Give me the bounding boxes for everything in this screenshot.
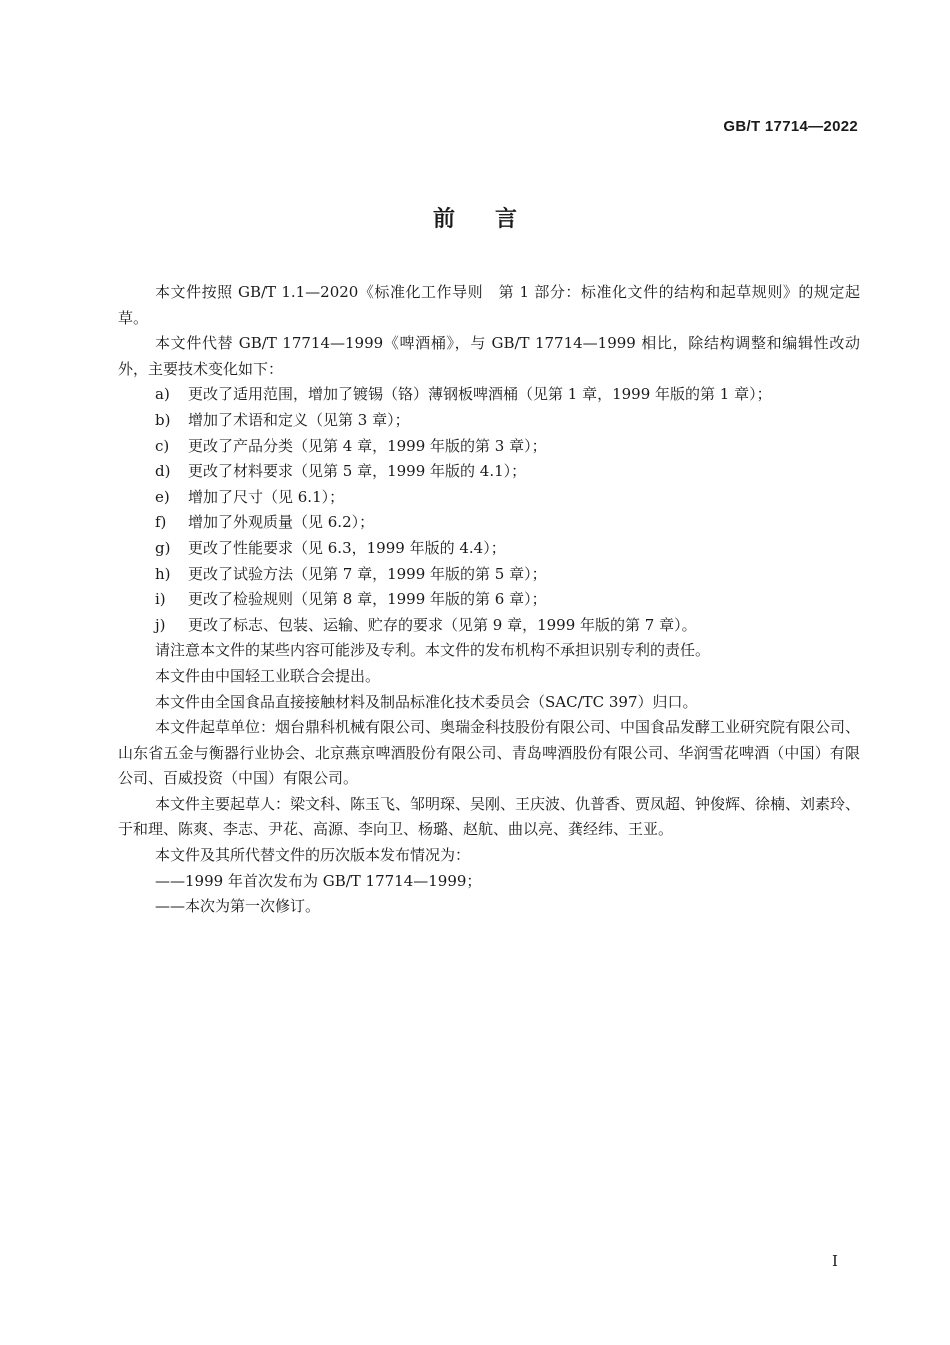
history-intro: 本文件及其所代替文件的历次版本发布情况为： — [155, 846, 471, 865]
changes-list — [118, 382, 860, 638]
list-label: e) — [155, 487, 170, 506]
list-item — [118, 613, 860, 639]
list-text: 增加了术语和定义（见第 3 章）； — [188, 410, 410, 429]
standard-number: GB/T 17714—2022 — [723, 118, 858, 135]
list-text: 更改了适用范围，增加了镀锡（铬）薄钢板啤酒桶（见第 1 章，1999 年版的第 1 章）； — [188, 385, 772, 404]
list-item — [118, 382, 860, 408]
list-text: 更改了产品分类（见第 4 章，1999 年版的第 3 章）； — [188, 436, 547, 455]
list-text: 更改了性能要求（见 6.3，1999 年版的 4.4）； — [188, 538, 506, 557]
page-number: I — [832, 1252, 838, 1270]
history-item: ——1999 年首次发布为 GB/T 17714—1999； — [155, 871, 482, 890]
foreword-body — [118, 280, 860, 920]
list-item — [118, 510, 860, 536]
list-label: c) — [155, 436, 170, 455]
list-item — [118, 485, 860, 511]
list-item — [118, 587, 860, 613]
list-label: j) — [155, 615, 166, 634]
list-item — [118, 408, 860, 434]
list-text: 更改了材料要求（见第 5 章，1999 年版的 4.1）； — [188, 462, 527, 481]
list-item — [118, 562, 860, 588]
patent-notice: 请注意本文件的某些内容可能涉及专利。本文件的发布机构不承担识别专利的责任。 — [155, 641, 711, 660]
list-label: a) — [155, 385, 170, 404]
proposer-paragraph: 本文件由中国轻工业联合会提出。 — [155, 666, 381, 685]
list-item — [118, 536, 860, 562]
list-text: 增加了外观质量（见 6.2）； — [188, 513, 375, 532]
list-label: b) — [155, 410, 171, 429]
list-item — [118, 459, 860, 485]
list-label: g) — [155, 538, 171, 557]
list-item — [118, 434, 860, 460]
list-text: 增加了尺寸（见 6.1）； — [188, 487, 345, 506]
list-text: 更改了检验规则（见第 8 章，1999 年版的第 6 章）； — [188, 590, 547, 609]
drafters-paragraph: 本文件主要起草人：梁文科、陈玉飞、邹明琛、吴刚、王庆波、仇普香、贾凤超、钟俊辉、徐楠、刘素玲、于和理、陈爽、李志、尹花、高源、李向卫、杨璐、赵航、曲以亮、龚经纬、王亚。 — [118, 794, 861, 839]
history-item: ——本次为第一次修订。 — [155, 897, 321, 916]
committee-paragraph: 本文件由全国食品直接接触材料及制品标准化技术委员会（SAC/TC 397）归口。 — [155, 692, 698, 711]
paragraph: 本文件按照 GB/T 1.1—2020《标准化工作导则 第 1 部分：标准化文件的结构和起草规则》的规定起草。 — [118, 283, 860, 327]
page-title: 前言 — [432, 207, 557, 232]
list-label: h) — [155, 564, 171, 583]
list-label: f) — [155, 513, 167, 532]
drafting-units-paragraph: 本文件起草单位：烟台鼎科机械有限公司、奥瑞金科技股份有限公司、中国食品发酵工业研究院有限公司、山东省五金与衡器行业协会、北京燕京啤酒股份有限公司、青岛啤酒股份有限公司、华润雪花啤酒（中国）有限公司、百威投资（中国）有限公司。 — [118, 718, 861, 788]
list-label: d) — [155, 462, 171, 481]
list-text: 更改了试验方法（见第 7 章，1999 年版的第 5 章）； — [188, 564, 547, 583]
paragraph: 本文件代替 GB/T 17714—1999《啤酒桶》，与 GB/T 17714—1999 相比，除结构调整和编辑性改动外，主要技术变化如下： — [118, 334, 860, 378]
list-text: 更改了标志、包装、运输、贮存的要求（见第 9 章，1999 年版的第 7 章）。 — [188, 615, 697, 634]
list-label: i) — [155, 590, 166, 609]
